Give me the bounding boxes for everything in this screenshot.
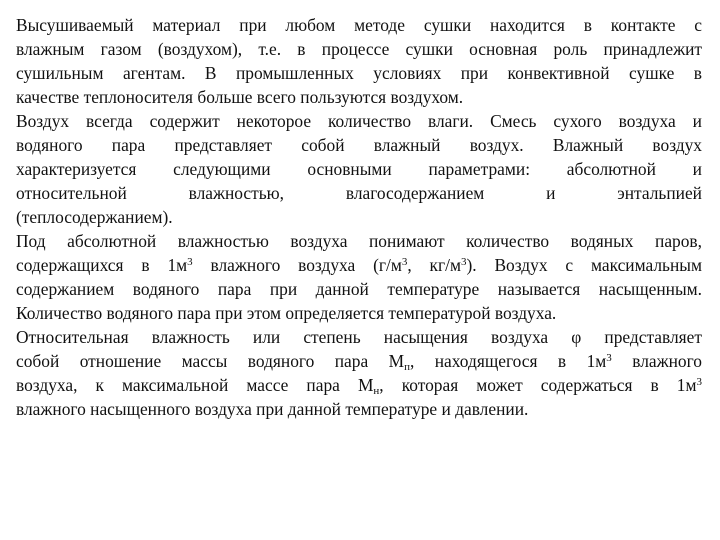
text-run: , которая может содержаться в 1м bbox=[379, 375, 697, 395]
superscript: 3 bbox=[401, 256, 408, 268]
paragraph-relative-humidity bbox=[16, 325, 702, 421]
superscript: 3 bbox=[460, 256, 467, 268]
text-run: влажного bbox=[611, 351, 703, 371]
subscript: н bbox=[373, 385, 380, 397]
text-line bbox=[16, 373, 702, 397]
text-line bbox=[16, 205, 702, 229]
text-run: сушильным агентам. В промышленных условиях при конвективной сушке в bbox=[16, 63, 702, 83]
text-line bbox=[16, 13, 702, 37]
text-line bbox=[16, 133, 702, 157]
text-line bbox=[16, 349, 702, 373]
text-run: влажного воздуха (г/м bbox=[192, 255, 402, 275]
text-run: Относительная влажность или степень насыщения воздуха φ представляет bbox=[16, 327, 702, 347]
text-run: относительной влажностью, влагосодержанием и энтальпией bbox=[16, 183, 702, 203]
text-run: Высушиваемый материал при любом методе сушки находится в контакте с bbox=[16, 15, 702, 35]
text-line bbox=[16, 397, 702, 421]
text-run: Воздух всегда содержит некоторое количество влаги. Смесь сухого воздуха и bbox=[16, 111, 702, 131]
text-line bbox=[16, 181, 702, 205]
paragraph-drying-material bbox=[16, 13, 702, 109]
paragraph-humid-air bbox=[16, 109, 702, 229]
text-line bbox=[16, 277, 702, 301]
text-run: , находящегося в 1м bbox=[409, 351, 607, 371]
text-line bbox=[16, 301, 702, 325]
text-line bbox=[16, 109, 702, 133]
text-run: собой отношение массы водяного пара М bbox=[16, 351, 405, 371]
text-run: Под абсолютной влажностью воздуха понимают количество водяных паров, bbox=[16, 231, 702, 251]
paragraph-absolute-humidity bbox=[16, 229, 702, 325]
text-run: , кг/м bbox=[407, 255, 461, 275]
text-run: воздуха, к максимальной массе пара М bbox=[16, 375, 374, 395]
text-run: ). Воздух с максимальным bbox=[466, 255, 702, 275]
text-line bbox=[16, 37, 702, 61]
text-line bbox=[16, 229, 702, 253]
superscript: 3 bbox=[696, 376, 702, 388]
superscript: 3 bbox=[187, 256, 193, 268]
text-run: влажным газом (воздухом), т.е. в процессе сушки основная роль принадлежит bbox=[16, 39, 702, 59]
text-line bbox=[16, 61, 702, 85]
text-run: качестве теплоносителя больше всего пользуются воздухом. bbox=[16, 87, 464, 107]
text-line bbox=[16, 85, 702, 109]
text-run: водяного пара представляет собой влажный воздух. Влажный воздух bbox=[16, 135, 702, 155]
text-line bbox=[16, 325, 702, 349]
text-line bbox=[16, 253, 702, 277]
subscript: п bbox=[404, 361, 410, 373]
text-run: содержанием водяного пара при данной температуре называется насыщенным. bbox=[16, 279, 702, 299]
text-run: (теплосодержанием). bbox=[16, 207, 173, 227]
text-run: влажного насыщенного воздуха при данной температуре и давлении. bbox=[16, 399, 529, 419]
text-run: характеризуется следующими основными параметрами: абсолютной и bbox=[16, 159, 702, 179]
superscript: 3 bbox=[606, 352, 612, 364]
text-run: Количество водяного пара при этом определяется температурой воздуха. bbox=[16, 303, 557, 323]
text-run: содержащихся в 1м bbox=[16, 255, 188, 275]
text-line bbox=[16, 157, 702, 181]
